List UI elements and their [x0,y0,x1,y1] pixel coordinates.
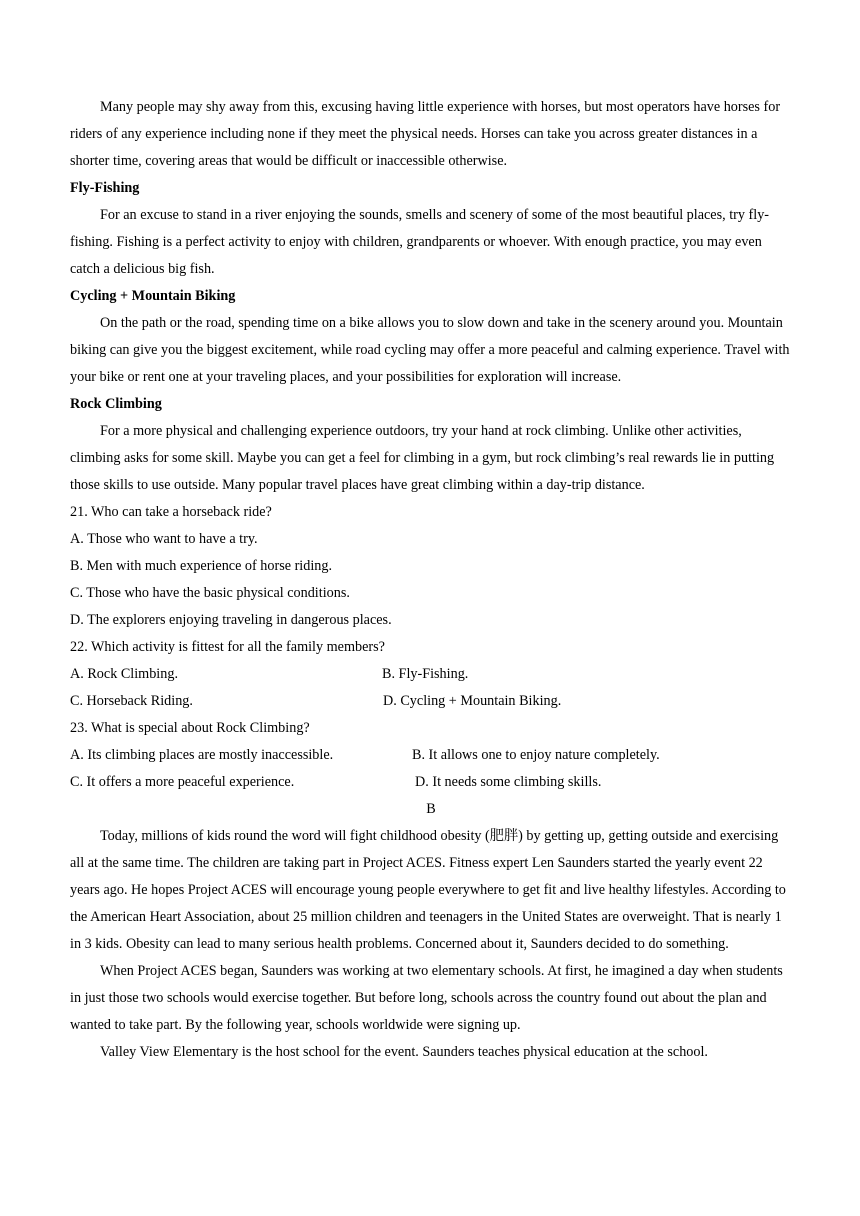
question-22-stem: 22. Which activity is fittest for all the family members? [70,639,385,655]
question-23-options-row-2 [70,769,792,796]
section-b-label: B [426,801,436,817]
question-21-option-d: D. The explorers enjoying traveling in dangerous places. [70,612,392,628]
question-21-stem: 21. Who can take a horseback ride? [70,504,272,520]
question-22-option-c: C. Horseback Riding. [70,693,193,709]
question-22-option-d: D. Cycling + Mountain Biking. [383,693,562,709]
question-21-option-a: A. Those who want to have a try. [70,531,258,547]
rock-climbing-paragraph: For a more physical and challenging experience outdoors, try your hand at rock climbing. Unlike other activities, climbing asks for some skill. Maybe you can get a feel for climbing in a gym, but rock climbing’s real rewards lie in putting those skills to use outside. Many popular travel places have great climbing within a day-trip distance. [70,423,775,493]
question-23-options-row-1 [70,742,792,769]
question-21-option-c: C. Those who have the basic physical conditions. [70,585,350,601]
question-23-option-d: D. It needs some climbing skills. [415,774,602,790]
question-21-option-b: B. Men with much experience of horse riding. [70,558,333,574]
horseback-paragraph: Many people may shy away from this, excusing having little experience with horses, but most operators have horses for riders of any experience including none if they meet the physical needs. Horses can take you across greater distances in a shorter time, covering areas that would be difficult or inaccessible otherwise. [70,99,781,169]
question-22-option-a: A. Rock Climbing. [70,666,178,682]
question-23-option-a: A. Its climbing places are mostly inaccessible. [70,747,334,763]
section-b-paragraph-2: When Project ACES began, Saunders was working at two elementary schools. At first, he imagined a day when students in just those two schools would exercise together. But before long, schools across the country found out about the plan and wanted to take part. By the following year, schools worldwide were signing up. [70,963,783,1033]
question-22-options-row-2 [70,688,792,715]
fly-fishing-heading: Fly-Fishing [70,180,140,196]
fly-fishing-paragraph: For an excuse to stand in a river enjoying the sounds, smells and scenery of some of the most beautiful places, try fly-fishing. Fishing is a perfect activity to enjoy with children, grandparents or whoever. With enough practice, you may even catch a delicious big fish. [70,207,770,277]
question-23-stem: 23. What is special about Rock Climbing? [70,720,310,736]
document-body [70,94,792,1066]
section-b-paragraph-1: Today, millions of kids round the word will fight childhood obesity (肥胖) by getting up, getting outside and exercising all at the same time. The children are taking part in Project ACES. Fitness expert Len Saunders started the yearly event 22 years ago. He hopes Project ACES will encourage young people everywhere to get fit and live healthy lifestyles. According to the American Heart Association, about 25 million children and teenagers in the United States are overweight. That is nearly 1 in 3 kids. Obesity can lead to many serious health problems. Concerned about it, Saunders decided to do something. [70,828,786,952]
section-b-paragraph-3: Valley View Elementary is the host school for the event. Saunders teaches physical education at the school. [100,1044,708,1060]
question-23-option-b: B. It allows one to enjoy nature completely. [412,747,660,763]
question-22-options-row-1 [70,661,792,688]
question-22-option-b: B. Fly-Fishing. [382,666,469,682]
rock-climbing-heading: Rock Climbing [70,396,162,412]
cycling-paragraph: On the path or the road, spending time on a bike allows you to slow down and take in the scenery around you. Mountain biking can give you the biggest excitement, while road cycling may offer a more peaceful and calming experience. Travel with your bike or rent one at your traveling places, and your possibilities for exploration will increase. [70,315,790,385]
question-23-option-c: C. It offers a more peaceful experience. [70,774,295,790]
cycling-heading: Cycling + Mountain Biking [70,288,236,304]
